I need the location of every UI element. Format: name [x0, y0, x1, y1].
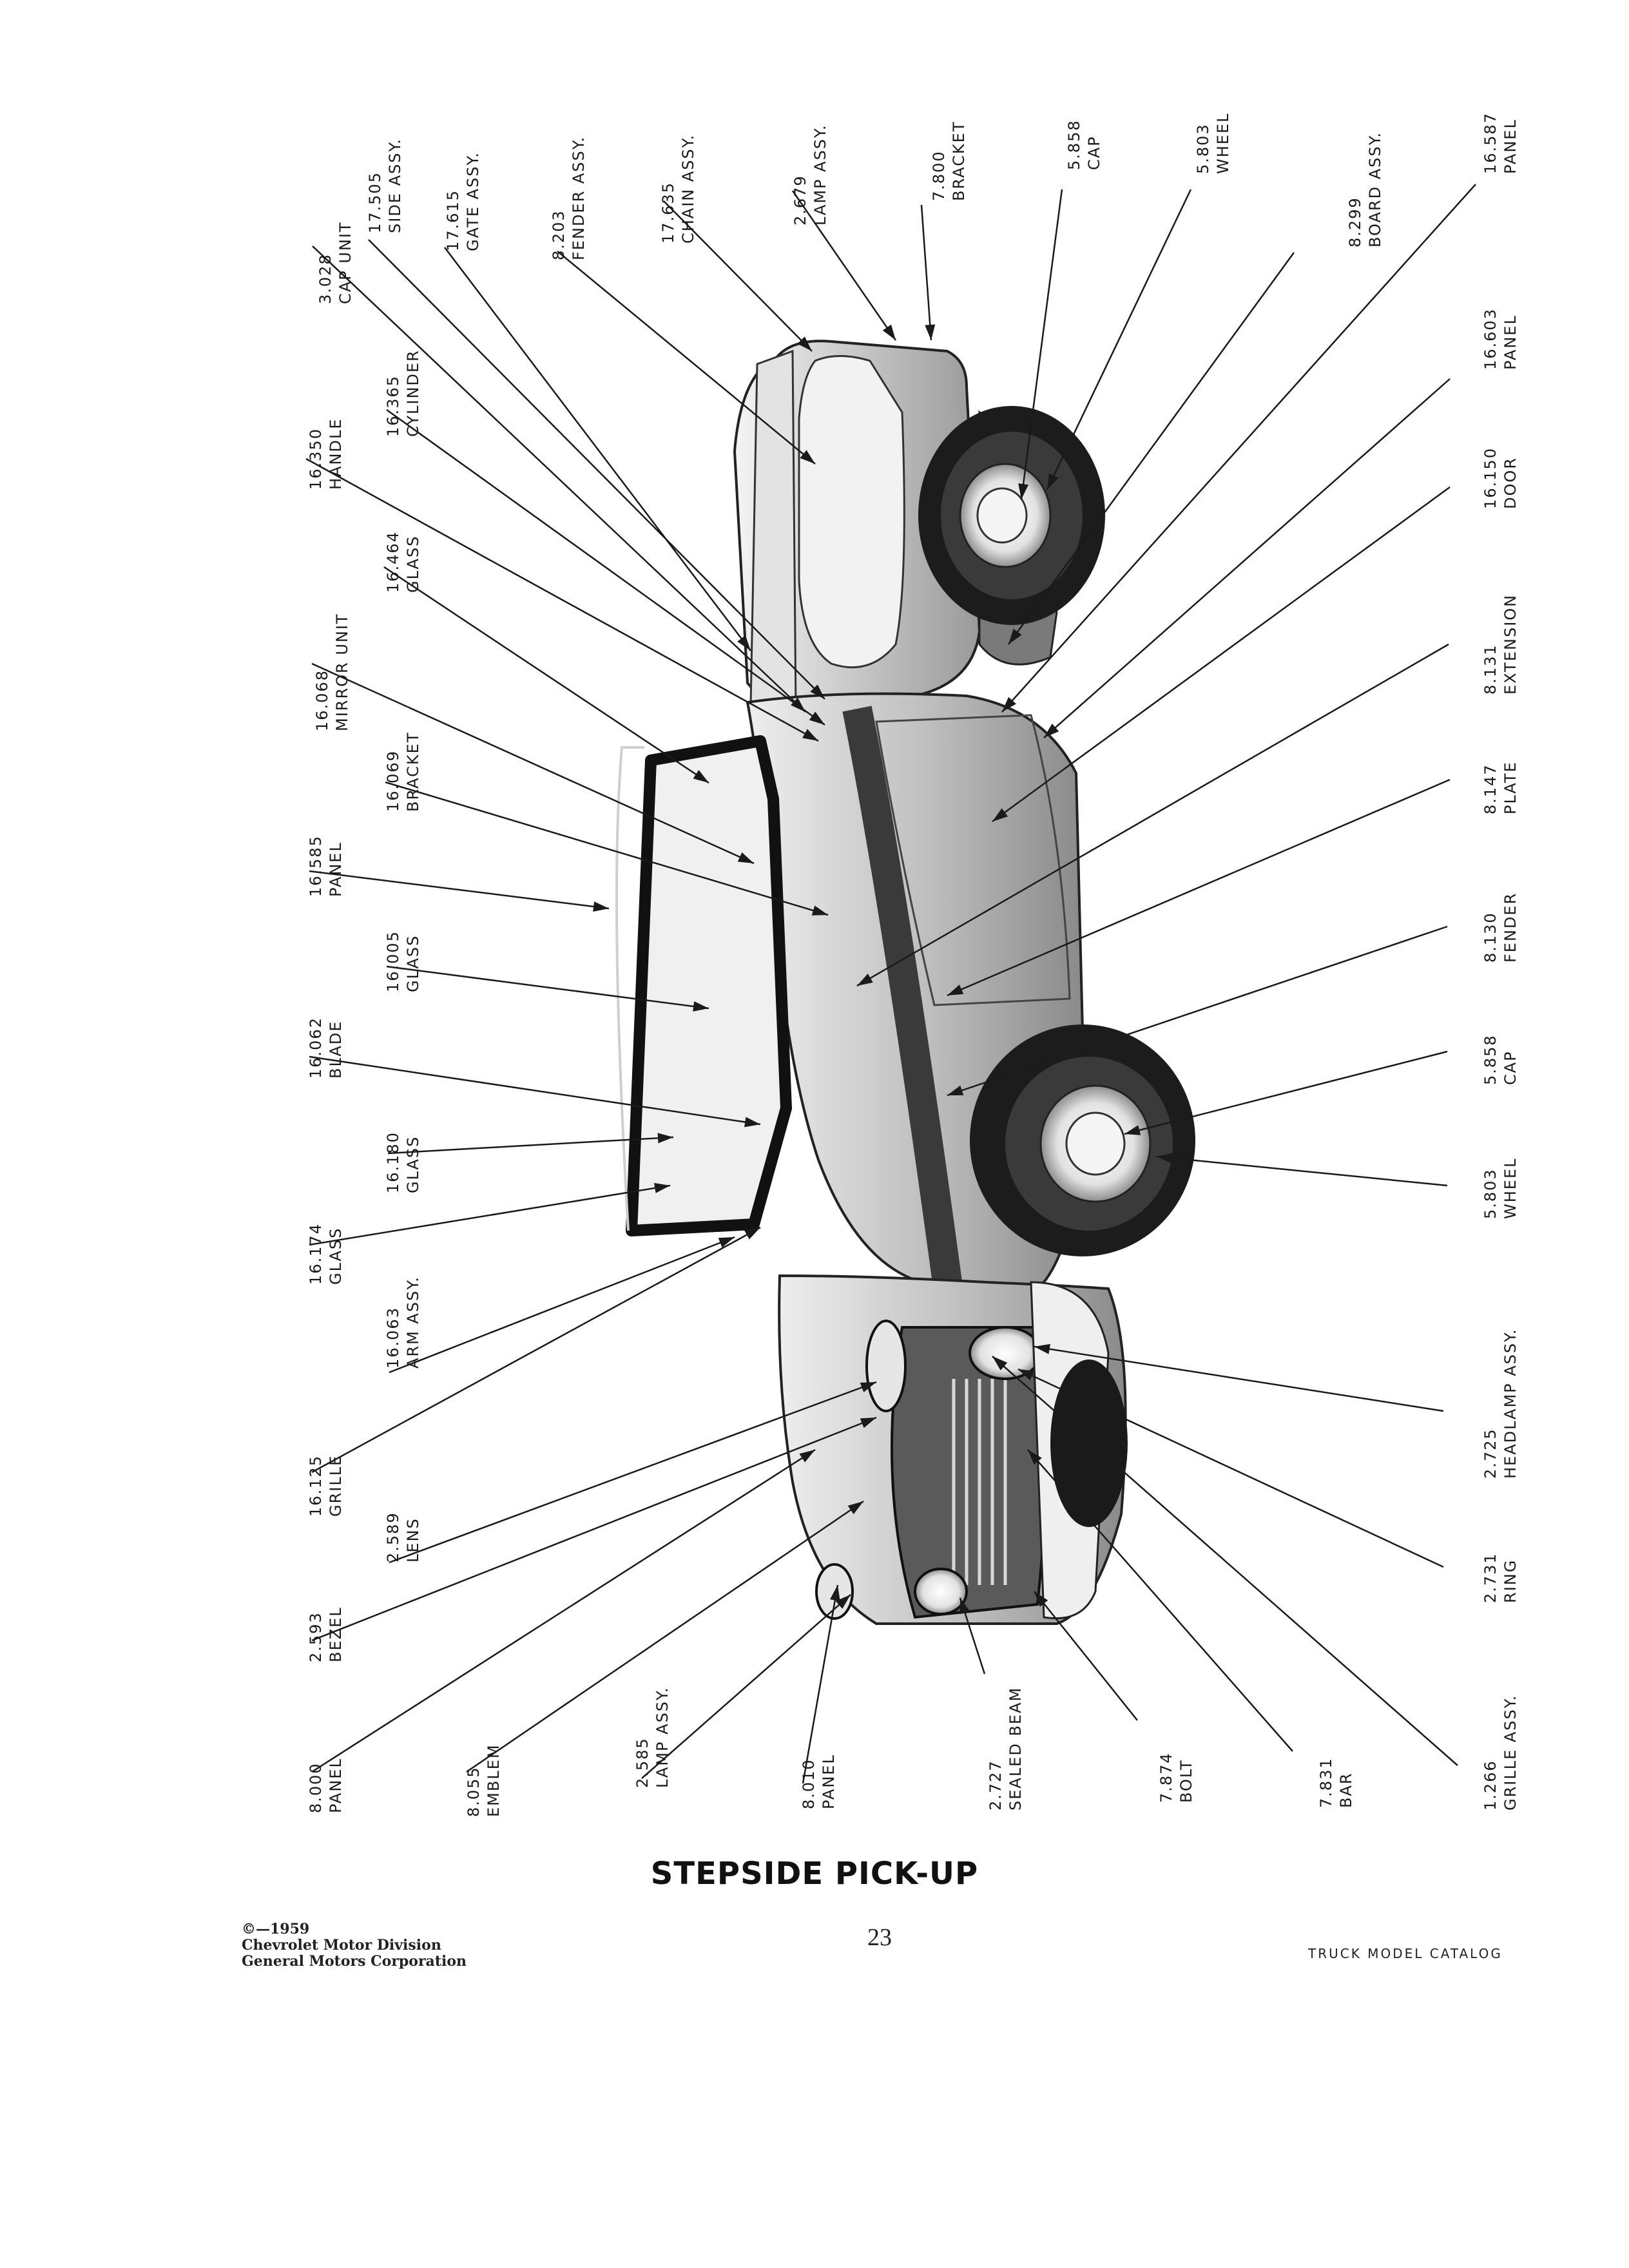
part-callout-label: [306, 1223, 346, 1285]
part-callout-label: [306, 1455, 346, 1517]
part-callout-label: [1345, 131, 1385, 247]
part-callout-label: [1316, 1757, 1356, 1808]
part-name: LENS: [404, 1517, 422, 1562]
part-name: GLASS: [404, 1135, 422, 1193]
part-number: 2.593: [307, 1611, 325, 1662]
part-number: 16.068: [313, 669, 331, 731]
part-number: 16.005: [384, 930, 402, 992]
part-number: 8.299: [1346, 197, 1364, 247]
cab-roof-window: [631, 741, 786, 1231]
part-callout-label: [1481, 1158, 1521, 1219]
part-name: BRACKET: [404, 731, 422, 812]
callout-leader-line: [1044, 379, 1450, 738]
callout-leader-line: [1157, 1157, 1447, 1186]
part-name: GRILLE ASSY.: [1501, 1694, 1519, 1811]
part-callout-label: [1481, 112, 1521, 174]
parking-lamp-1: [867, 1321, 905, 1411]
part-name: ARM ASSY.: [404, 1276, 422, 1369]
part-number: 17.615: [444, 189, 462, 251]
rear-wheel: [918, 406, 1105, 625]
part-callout-label: [306, 1606, 346, 1662]
part-number: 8.000: [307, 1762, 325, 1813]
part-name: PANEL: [327, 841, 345, 897]
part-callout-label: [383, 1512, 423, 1562]
part-number: 17.635: [659, 182, 677, 244]
part-name: BAR: [1337, 1772, 1355, 1808]
part-name: PANEL: [327, 1758, 345, 1813]
callout-leader-line: [921, 205, 931, 340]
callout-leader-line: [384, 567, 709, 783]
part-name: BOLT: [1177, 1759, 1195, 1803]
part-number: 5.803: [1194, 123, 1212, 174]
callout-arrowhead: [925, 324, 935, 340]
part-number: 16.350: [307, 428, 325, 490]
part-name: SIDE ASSY.: [386, 138, 404, 233]
part-name: EXTENSION: [1501, 593, 1519, 695]
part-name: LAMP ASSY.: [811, 124, 829, 226]
part-number: 8.147: [1481, 764, 1499, 814]
part-callout-label: [383, 930, 423, 992]
part-callout-label: [633, 1687, 673, 1788]
part-number: 16.587: [1481, 112, 1499, 174]
part-name: GLASS: [404, 934, 422, 992]
part-number: 2.731: [1481, 1552, 1499, 1603]
part-number: 2.725: [1481, 1428, 1499, 1479]
part-name: BLADE: [327, 1020, 345, 1079]
part-name: CAP UNIT: [336, 221, 354, 304]
part-number: 7.874: [1157, 1752, 1175, 1803]
callout-arrowhead: [593, 901, 609, 912]
copyright-line: ©—1959: [242, 1921, 310, 1937]
front-wheel: [970, 1024, 1195, 1256]
part-number: 1.266: [1481, 1760, 1499, 1811]
front-tire-under: [1050, 1360, 1128, 1527]
part-callout-label: [1481, 761, 1521, 814]
part-name: PANEL: [1501, 314, 1519, 370]
part-number: 8.010: [800, 1758, 818, 1809]
part-number: 8.055: [465, 1766, 483, 1817]
part-callout-label: [306, 1017, 346, 1079]
part-callout-label: [1193, 113, 1233, 174]
part-callout-label: [1481, 594, 1521, 695]
part-name: WHEEL: [1501, 1157, 1519, 1219]
part-callout-label: [1481, 892, 1521, 963]
part-callout-label: [929, 121, 969, 201]
part-callout-label: [1481, 1695, 1521, 1811]
part-number: 2.727: [987, 1760, 1005, 1811]
part-name: CHAIN ASSY.: [679, 133, 697, 244]
part-callout-label: [799, 1754, 839, 1809]
part-name: CYLINDER: [404, 349, 422, 437]
part-name: CAP: [1501, 1050, 1519, 1085]
part-name: BRACKET: [950, 120, 968, 201]
part-callout-label: [464, 1744, 504, 1817]
part-callout-label: [383, 732, 423, 812]
part-callout-label: [986, 1687, 1026, 1811]
part-callout-label: [1157, 1752, 1197, 1803]
part-callout-label: [316, 221, 356, 304]
part-number: 16.150: [1481, 447, 1499, 509]
part-name: LAMP ASSY.: [653, 1686, 671, 1788]
part-callout-label: [313, 613, 352, 731]
part-callout-label: [659, 134, 699, 244]
part-callout-label: [1481, 1552, 1521, 1603]
part-number: 16.180: [384, 1131, 402, 1193]
callout-leader-line: [1034, 1591, 1137, 1720]
part-callout-label: [1481, 1034, 1521, 1085]
part-name: CAP: [1085, 135, 1103, 170]
callout-leader-line: [1047, 189, 1191, 490]
part-name: GRILLE: [327, 1454, 345, 1517]
callout-leader-line: [445, 247, 751, 651]
part-number: 8.131: [1481, 644, 1499, 695]
part-callout-label: [1481, 308, 1521, 370]
part-number: 17.505: [366, 171, 384, 233]
part-number: 16.062: [307, 1017, 325, 1079]
part-name: PLATE: [1501, 761, 1519, 814]
part-callout-label: [383, 1131, 423, 1193]
part-name: SEALED BEAM: [1007, 1686, 1025, 1811]
part-name: GLASS: [327, 1227, 345, 1285]
callout-leader-line: [389, 1237, 735, 1372]
part-number: 16.063: [384, 1307, 402, 1369]
part-name: PANEL: [1501, 119, 1519, 174]
part-number: 7.831: [1317, 1757, 1335, 1808]
part-name: HANDLE: [327, 418, 345, 490]
part-number: 5.858: [1065, 119, 1083, 170]
part-number: 16.174: [307, 1223, 325, 1285]
callout-leader-line: [312, 1227, 760, 1472]
part-callout-label: [383, 531, 423, 593]
callout-leader-line: [309, 1186, 670, 1245]
part-name: PANEL: [820, 1754, 838, 1809]
part-callout-label: [549, 136, 589, 260]
part-number: 2.589: [384, 1512, 402, 1562]
part-callout-label: [443, 151, 483, 251]
part-number: 8.130: [1481, 912, 1499, 963]
part-name: GLASS: [404, 535, 422, 593]
part-number: 16.069: [384, 750, 402, 812]
part-name: BEZEL: [327, 1606, 345, 1662]
part-number: 3.028: [316, 253, 334, 304]
part-name: WHEEL: [1214, 112, 1232, 174]
part-callout-label: [791, 124, 831, 226]
part-name: FENDER ASSY.: [570, 135, 588, 260]
part-number: 16.125: [307, 1455, 325, 1517]
part-callout-label: [1065, 119, 1104, 170]
part-callout-label: [306, 1758, 346, 1813]
catalog-name: TRUCK MODEL CATALOG: [1308, 1946, 1503, 1961]
part-name: BOARD ASSY.: [1366, 131, 1384, 247]
copyright-line: Chevrolet Motor Division: [242, 1937, 441, 1954]
part-name: MIRROR UNIT: [333, 613, 351, 731]
part-name: RING: [1501, 1559, 1519, 1603]
rear-fender: [799, 356, 904, 668]
part-callout-label: [365, 138, 405, 233]
part-name: DOOR: [1501, 457, 1519, 509]
part-number: 7.800: [930, 150, 948, 201]
part-number: 2.679: [791, 175, 809, 226]
callout-leader-line: [309, 871, 609, 908]
page-number: 23: [867, 1924, 892, 1951]
part-number: 5.803: [1481, 1168, 1499, 1219]
part-number: 16.603: [1481, 308, 1499, 370]
callout-leader-line: [313, 246, 805, 712]
part-name: HEADLAMP ASSY.: [1501, 1328, 1519, 1479]
part-callout-label: [306, 835, 346, 897]
part-name: FENDER: [1501, 892, 1519, 963]
part-callout-label: [1481, 447, 1521, 509]
part-name: EMBLEM: [485, 1744, 503, 1817]
part-number: 2.585: [633, 1737, 651, 1788]
tailgate: [751, 351, 796, 709]
part-number: 16.464: [384, 531, 402, 593]
part-callout-label: [383, 349, 423, 437]
part-number: 16.585: [307, 835, 325, 897]
copyright-line: General Motors Corporation: [242, 1953, 467, 1970]
part-name: GATE ASSY.: [464, 151, 482, 251]
figure-title: STEPSIDE PICK-UP: [650, 1856, 979, 1892]
part-callout-label: [383, 1276, 423, 1369]
part-callout-label: [306, 418, 346, 490]
copyright-block: [242, 1921, 467, 1970]
callout-arrowhead: [883, 325, 896, 340]
part-number: 16.365: [384, 375, 402, 437]
part-callout-label: [1481, 1328, 1521, 1479]
part-number: 8.203: [550, 209, 568, 260]
headlamp-lower: [915, 1569, 967, 1614]
part-number: 5.858: [1481, 1034, 1499, 1085]
